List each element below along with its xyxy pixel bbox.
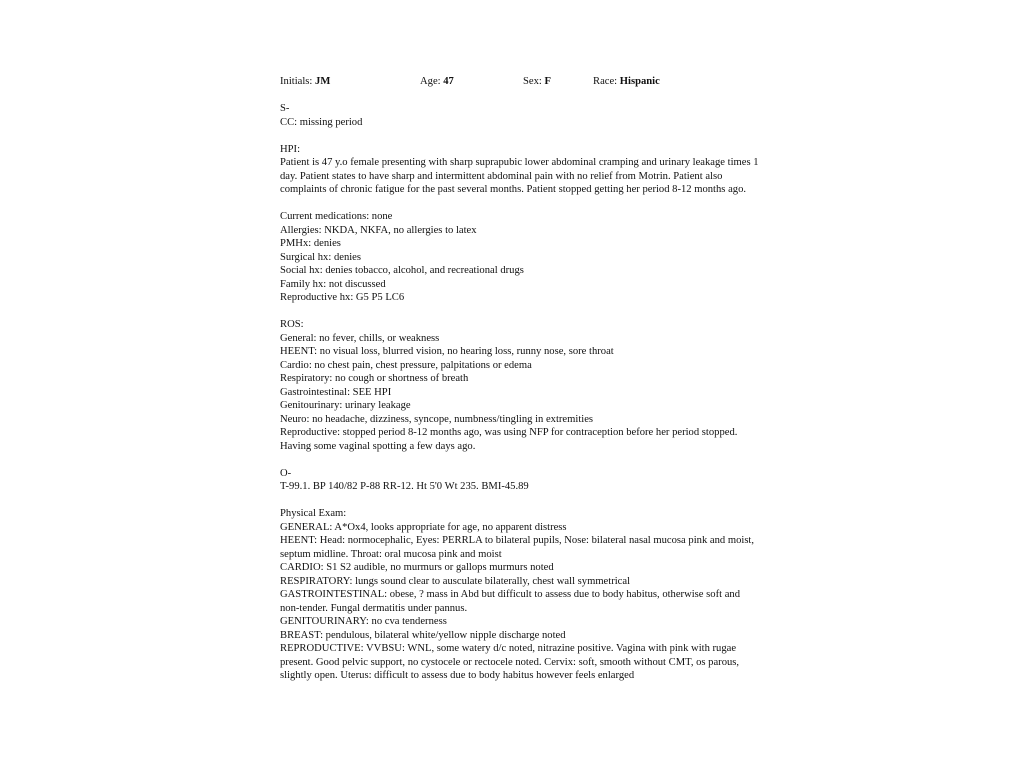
age-field [420,75,454,89]
hpi-heading: HPI: [280,143,301,155]
history-item-reproductive: Reproductive hx: G5 P5 LC6 [280,292,405,303]
history-item-family: Family hx: not discussed [280,278,386,290]
race-label: Race: [593,76,618,87]
history-list [280,210,760,305]
exam-item-cardio: CARDIO: S1 S2 audible, no murmurs or gallops murmurs noted [280,562,554,573]
sex-field [523,75,551,89]
exam-item-genitourinary: GENITOURINARY: no cva tenderness [280,616,447,627]
ros-item-heent: HEENT: no visual loss, blurred vision, no hearing loss, runny nose, sore throat [280,346,614,357]
ros-item-gastrointestinal: Gastrointestinal: SEE HPI [280,386,392,398]
ros-item-respiratory: Respiratory: no cough or shortness of breath [280,373,469,384]
ros-item-reproductive: Reproductive: stopped period 8-12 months ago, was using NFP for contraception before her period stopped. Having some vaginal spotting a few days ago. [280,427,738,452]
exam-item-general: GENERAL: A*Ox4, looks appropriate for age, no apparent distress [280,521,567,533]
ros-item-neuro: Neuro: no headache, dizziness, syncope, numbness/tingling in extremities [280,413,594,425]
ros-heading: ROS: [280,319,304,330]
initials-field [280,75,330,89]
chief-complaint: CC: missing period [280,116,363,128]
race-field [593,75,660,89]
exam-list [280,521,760,683]
history-item-surgical: Surgical hx: denies [280,251,362,263]
ros-item-genitourinary: Genitourinary: urinary leakage [280,400,411,411]
history-item-pmhx: PMHx: denies [280,238,341,249]
sex-value: F [544,76,551,87]
ros-item-general: General: no fever, chills, or weakness [280,332,440,344]
subjective-heading: S- [280,103,290,114]
objective-heading: O- [280,467,292,479]
initials-label: Initials: [280,76,313,87]
exam-item-breast: BREAST: pendulous, bilateral white/yellow nipple discharge noted [280,629,566,641]
history-item-social: Social hx: denies tobacco, alcohol, and recreational drugs [280,265,524,276]
exam-item-respiratory: RESPIRATORY: lungs sound clear to ausculate bilaterally, chest wall symmetrical [280,575,631,587]
ros-list [280,332,760,454]
race-value: Hispanic [619,76,660,87]
exam-item-heent: HEENT: Head: normocephalic, Eyes: PERRLA to bilateral pupils, Nose: bilateral nasal mucosa pink and moist, septum midline. Throat: oral mucosa pink and moist [280,535,755,560]
history-item-allergies: Allergies: NKDA, NKFA, no allergies to latex [280,224,477,236]
physical-exam-heading: Physical Exam: [280,508,347,519]
exam-item-reproductive: REPRODUCTIVE: VVBSU: WNL, some watery d/c noted, nitrazine positive. Vagina with pink with rugae present. Good pelvic support, no cystocele or rectocele noted. Cervix: soft, smooth without CMT, os parous, slightly open. Uterus: difficult to assess due to body habitus however feels enlarged [280,643,740,681]
soap-note-page [280,75,760,683]
history-item-medications: Current medications: none [280,211,393,222]
sex-label: Sex: [523,76,542,87]
ros-item-cardio: Cardio: no chest pain, chest pressure, palpitations or edema [280,359,532,371]
exam-item-gastrointestinal: GASTROINTESTINAL: obese, ? mass in Abd but difficult to assess due to body habitus, otherwise soft and non-tender. Fungal dermatitis under pannus. [280,589,740,614]
age-value: 47 [443,76,454,87]
initials-value: JM [315,76,331,87]
age-label: Age: [420,76,441,87]
hpi-text: Patient is 47 y.o female presenting with sharp suprapubic lower abdominal cramping and urinary leakage times 1 day. Patient states to have sharp and intermittent abdominal pain with no relief from Motrin. Patient also complaints of chronic fatigue for the past several months. Patient stopped getting her period 8-12 months ago. [280,157,759,195]
vitals: T-99.1. BP 140/82 P-88 RR-12. Ht 5'0 Wt 235. BMI-45.89 [280,481,529,492]
patient-header [280,75,760,89]
